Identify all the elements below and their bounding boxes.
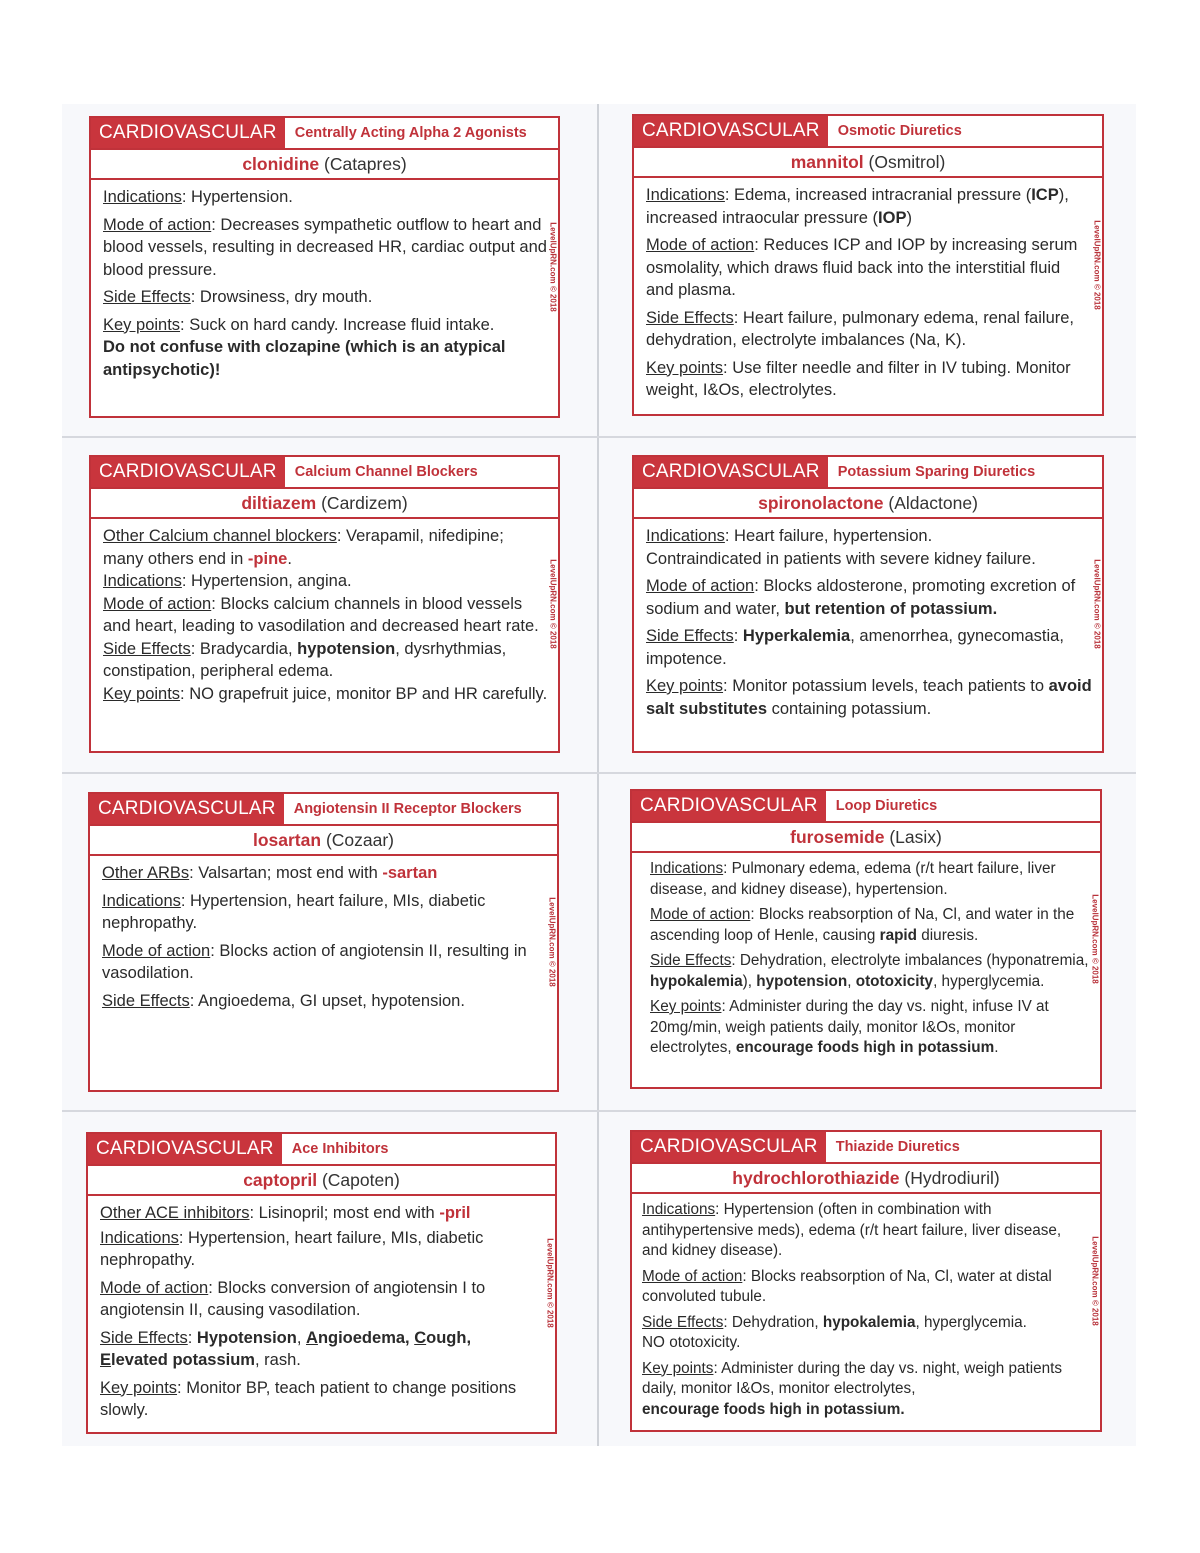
moa-label: Mode of action [646, 577, 755, 595]
moa-label: Mode of action [646, 236, 755, 254]
side-effects-section [103, 638, 548, 683]
side-effects-label: Side Effects [103, 288, 191, 306]
moa-label: Mode of action [100, 1278, 209, 1297]
key-points-label: Key points [100, 1378, 178, 1397]
moa-text: : Decreases sympathetic outflow to heart and blood vessels, resulting in decreased HR, cardiac output and blood pressure. [103, 215, 547, 279]
key-points-section [100, 1377, 545, 1422]
moa-label: Mode of action [102, 941, 211, 960]
card-body [634, 178, 1102, 402]
drug-name-row [634, 148, 1102, 178]
side-effects-text: ), [742, 972, 757, 990]
contraindication-text: Contraindicated in patients with severe kidney failure. [646, 549, 1036, 568]
watermark: LevelUpRN.com © 2018 [548, 559, 558, 649]
side-effects-text: , rash. [254, 1351, 301, 1369]
side-effects-bold: ngioedema [317, 1328, 406, 1347]
drug-name-row [91, 150, 558, 180]
moa-label: Mode of action [103, 215, 212, 234]
key-points-bold: encourage foods high in potassium [735, 1039, 995, 1056]
generic-name: diltiazem [241, 492, 317, 513]
moa-label: Mode of action [103, 594, 212, 613]
side-effects-section [102, 990, 547, 1013]
card-header [90, 794, 557, 826]
mnemonic-letter: C [414, 1328, 427, 1347]
side-effects-text: , [847, 972, 856, 990]
card-body [91, 180, 558, 381]
moa-label: Mode of action [642, 1267, 743, 1285]
side-effects-bold: hypotension [297, 639, 396, 658]
moa-bold: rapid [879, 926, 918, 944]
watermark: LevelUpRN.com © 2018 [1092, 220, 1102, 310]
generic-name: hydrochlorothiazide [732, 1167, 900, 1188]
other-drugs-label: Other Calcium channel blockers [103, 527, 337, 545]
card-body [634, 519, 1102, 720]
card-body [90, 856, 557, 1012]
generic-name: spironolactone [758, 492, 884, 513]
key-points-text: containing potassium. [767, 699, 932, 718]
cut-line-horizontal [62, 1110, 1136, 1112]
key-points-text: : NO grapefruit juice, monitor BP and HR carefully. [180, 684, 548, 703]
indications-section [103, 570, 548, 593]
key-points-text: : Monitor potassium levels, teach patients to [723, 677, 1049, 695]
category-label: CARDIOVASCULAR [632, 791, 826, 821]
category-label: CARDIOVASCULAR [90, 794, 284, 824]
category-label: CARDIOVASCULAR [632, 1132, 826, 1162]
key-points-text: : Suck on hard candy. Increase fluid intake. [180, 315, 495, 334]
key-points-text: : Use filter needle and filter in IV tubing. Monitor weight, I&Os, electrolytes. [646, 358, 1071, 399]
side-effects-section [646, 625, 1092, 670]
cut-line-horizontal [62, 436, 1136, 438]
drug-class-label: Angiotensin II Receptor Blockers [293, 801, 522, 817]
other-drugs-text: : Lisinopril; most end with [249, 1204, 440, 1222]
key-points-section [646, 357, 1092, 402]
indications-label: Indications [642, 1201, 716, 1218]
indications-label: Indications [103, 188, 182, 206]
watermark: LevelUpRN.com © 2018 [548, 222, 558, 312]
drug-card-mannitol [632, 114, 1104, 416]
card-header [91, 118, 558, 150]
side-effects-section [642, 1313, 1090, 1354]
suffix-highlight: -pine [247, 549, 288, 568]
mnemonic-letter: A [306, 1328, 318, 1347]
side-effects-text: , dysrhythmias, constipation, peripheral edema. [103, 639, 507, 680]
indications-section [646, 525, 1092, 570]
moa-section [103, 214, 548, 282]
other-drugs-section [100, 1202, 545, 1225]
side-effects-text: , hyperglycemia. [915, 1313, 1027, 1331]
suffix-highlight: -pril [439, 1204, 471, 1222]
side-effects-section [646, 307, 1092, 352]
indications-text: : Hypertension, heart failure, MIs, diabetic nephropathy. [102, 891, 486, 932]
indications-text: : Hypertension (often in combination with antihypertensive meds), edema (r/t heart failure, liver disease, and kidney disease). [642, 1201, 1062, 1259]
side-effects-bold: hypotension [756, 972, 848, 990]
key-points-label: Key points [646, 358, 724, 377]
key-points-label: Key points [650, 998, 722, 1015]
cut-line-horizontal [62, 772, 1136, 774]
side-effects-section [100, 1327, 545, 1372]
side-effects-bold: levated potassium [111, 1351, 255, 1369]
indications-label: Indications [102, 891, 181, 910]
indications-section [646, 184, 1092, 229]
moa-text: : Blocks calcium channels in blood vessels and heart, leading to vasodilation and decreased heart rate. [103, 594, 539, 635]
watermark: LevelUpRN.com © 2018 [1090, 1236, 1100, 1326]
moa-section [103, 593, 548, 638]
drug-class-label: Centrally Acting Alpha 2 Agonists [294, 125, 527, 141]
category-label: CARDIOVASCULAR [634, 457, 828, 487]
brand-name: (Cardizem) [321, 492, 408, 513]
brand-name: (Cozaar) [325, 829, 395, 850]
key-points-warning: Do not confuse with clozapine (which is an atypical antipsychotic)! [103, 338, 506, 379]
generic-name: clonidine [242, 153, 320, 174]
moa-text: : Blocks reabsorption of Na, Cl, and water in the ascending loop of Henle, causing [650, 906, 1075, 944]
other-drugs-text: : Valsartan; most end with [189, 864, 383, 882]
indications-bold: ICP [1031, 186, 1059, 204]
side-effects-section [650, 951, 1090, 992]
side-effects-label: Side Effects [646, 627, 734, 645]
card-header [632, 791, 1100, 823]
drug-card-hydrochlorothiazide [630, 1130, 1102, 1432]
card-body [632, 1194, 1100, 1420]
indications-text: : Hypertension, heart failure, MIs, diabetic nephropathy. [100, 1228, 484, 1269]
indications-section [102, 890, 547, 935]
key-points-section [646, 675, 1092, 720]
indications-section [650, 859, 1090, 900]
side-effects-bold: Hypotension [196, 1328, 297, 1347]
side-effects-bold: hypokalemia [822, 1313, 916, 1331]
moa-section [642, 1267, 1090, 1308]
watermark: LevelUpRN.com © 2018 [547, 897, 557, 987]
other-drugs-section [102, 862, 547, 885]
mnemonic-letter: E [100, 1351, 112, 1369]
card-body [91, 519, 558, 705]
moa-text: : Reduces ICP and IOP by increasing serum osmolality, which draws fluid back into the interstitial fluid and plasma. [646, 236, 1078, 299]
key-points-text: . [994, 1039, 999, 1056]
moa-text: : Blocks reabsorption of Na, Cl, water at distal convoluted tubule. [642, 1267, 1052, 1305]
key-points-section [650, 997, 1090, 1059]
other-drugs-label: Other ARBs [102, 864, 190, 882]
card-body [632, 853, 1100, 1059]
indications-text: : Heart failure, hypertension. [724, 527, 933, 545]
moa-label: Mode of action [650, 906, 751, 923]
drug-class-label: Thiazide Diuretics [835, 1139, 960, 1155]
watermark: LevelUpRN.com © 2018 [545, 1238, 555, 1328]
indications-section [642, 1200, 1090, 1262]
side-effects-text: : Dehydration, [723, 1313, 823, 1331]
brand-name: (Hydrodiuril) [904, 1167, 1000, 1188]
side-effects-label: Side Effects [646, 308, 734, 327]
key-points-bold: avoid salt substitutes [646, 677, 1092, 718]
indications-label: Indications [100, 1228, 179, 1247]
drug-card-furosemide [630, 789, 1102, 1089]
moa-bold: but retention of potassium. [784, 599, 998, 618]
key-points-bold: encourage foods high in potassium. [642, 1400, 905, 1418]
indications-section [103, 186, 548, 209]
moa-text: : Blocks conversion of angiotensin I to angiotensin II, causing vasodilation. [100, 1278, 486, 1319]
side-effects-bold: hypokalemia [650, 972, 743, 990]
watermark: LevelUpRN.com © 2018 [1090, 894, 1100, 984]
drug-class-label: Calcium Channel Blockers [294, 464, 478, 480]
indications-text: ) [906, 208, 912, 227]
side-effects-note: NO ototoxicity. [642, 1334, 741, 1351]
side-effects-section [103, 286, 548, 309]
moa-text: : Blocks aldosterone, promoting excretion of sodium and water, [646, 577, 1076, 618]
key-points-section [103, 314, 548, 382]
key-points-text: : Administer during the day vs. night, infuse IV at 20mg/min, weigh patients daily, monitor I&Os, monitor electrolytes, [650, 998, 1049, 1056]
category-label: CARDIOVASCULAR [91, 457, 285, 487]
indications-section [100, 1227, 545, 1272]
moa-section [100, 1277, 545, 1322]
indications-label: Indications [103, 572, 182, 590]
drug-name-row [632, 823, 1100, 853]
drug-card-losartan [88, 792, 559, 1092]
drug-class-label: Ace Inhibitors [291, 1141, 389, 1157]
side-effects-label: Side Effects [100, 1328, 188, 1347]
card-body [88, 1196, 555, 1422]
key-points-text: : Administer during the day vs. night, weigh patients daily, monitor I&Os, monitor electrolytes, [642, 1359, 1063, 1397]
indications-label: Indications [646, 527, 725, 545]
brand-name: (Capoten) [321, 1169, 400, 1190]
drug-class-label: Loop Diuretics [835, 798, 938, 814]
generic-name: furosemide [790, 826, 885, 847]
side-effects-label: Side Effects [650, 952, 732, 969]
indications-bold: IOP [878, 208, 907, 227]
indications-label: Indications [646, 186, 725, 204]
drug-class-label: Osmotic Diuretics [837, 123, 962, 139]
generic-name: losartan [252, 829, 322, 850]
side-effects-bold: ough [426, 1328, 467, 1347]
brand-name: (Lasix) [889, 826, 942, 847]
card-header [632, 1132, 1100, 1164]
cut-line-vertical [597, 104, 599, 1446]
brand-name: (Osmitrol) [868, 151, 946, 172]
side-effects-text: : [187, 1328, 197, 1347]
moa-text: : Blocks action of angiotensin II, resulting in vasodilation. [102, 941, 527, 982]
category-label: CARDIOVASCULAR [91, 118, 285, 148]
key-points-label: Key points [646, 677, 724, 695]
drug-name-row [91, 489, 558, 519]
drug-class-label: Potassium Sparing Diuretics [837, 464, 1036, 480]
other-drugs-text: : Verapamil, nifedipine; many others end in [103, 527, 504, 568]
drug-name-row [632, 1164, 1100, 1194]
side-effects-text: , hyperglycemia. [933, 972, 1045, 990]
key-points-label: Key points [642, 1359, 714, 1377]
card-header [634, 457, 1102, 489]
category-label: CARDIOVASCULAR [88, 1134, 282, 1164]
side-effects-text: : Drowsiness, dry mouth. [190, 288, 373, 306]
side-effects-bold: ototoxicity [855, 972, 934, 990]
indications-text: : Pulmonary edema, edema (r/t heart failure, liver disease, and kidney disease), hypertension. [650, 860, 1056, 898]
side-effects-label: Side Effects [642, 1313, 724, 1331]
drug-card-clonidine [89, 116, 560, 418]
brand-name: (Catapres) [324, 153, 407, 174]
side-effects-text: , [296, 1328, 307, 1347]
generic-name: mannitol [790, 151, 864, 172]
side-effects-text: : [733, 627, 743, 645]
indications-text: ), increased intraocular pressure ( [646, 186, 1069, 227]
other-drugs-label: Other ACE inhibitors [100, 1204, 250, 1222]
side-effects-text: : Bradycardia, [190, 639, 298, 658]
card-header [634, 116, 1102, 148]
brand-name: (Aldactone) [888, 492, 978, 513]
side-effects-text: , amenorrhea, gynecomastia, impotence. [646, 627, 1064, 668]
key-points-label: Key points [103, 315, 181, 334]
card-header [91, 457, 558, 489]
card-header [88, 1134, 555, 1166]
indications-text: : Edema, increased intracranial pressure ( [724, 186, 1032, 204]
drug-card-diltiazem [89, 455, 560, 753]
indications-text: : Hypertension, angina. [181, 572, 352, 590]
other-drugs-end: . [287, 549, 292, 568]
drug-card-spironolactone [632, 455, 1104, 753]
moa-section [646, 234, 1092, 302]
side-effects-label: Side Effects [102, 991, 190, 1010]
side-effects-bold: Hyperkalemia [742, 627, 851, 645]
side-effects-text: , [405, 1328, 415, 1347]
drug-name-row [90, 826, 557, 856]
other-drugs-section [103, 525, 548, 570]
drug-card-captopril [86, 1132, 557, 1434]
drug-name-row [88, 1166, 555, 1196]
indications-label: Indications [650, 860, 724, 877]
key-points-text: : Monitor BP, teach patient to change positions slowly. [100, 1378, 517, 1419]
drug-name-row [634, 489, 1102, 519]
generic-name: captopril [243, 1169, 318, 1190]
category-label: CARDIOVASCULAR [634, 116, 828, 146]
suffix-highlight: -sartan [382, 864, 438, 882]
side-effects-text: : Angioedema, GI upset, hypotension. [189, 991, 465, 1010]
key-points-section [642, 1359, 1090, 1421]
moa-section [646, 575, 1092, 620]
side-effects-text: : Dehydration, electrolyte imbalances (hyponatremia, [731, 952, 1089, 969]
moa-section [102, 940, 547, 985]
side-effects-label: Side Effects [103, 639, 191, 658]
side-effects-text: : Heart failure, pulmonary edema, renal failure, dehydration, electrolyte imbalances (Na, K). [646, 308, 1074, 349]
side-effects-text: , [466, 1328, 472, 1347]
key-points-label: Key points [103, 684, 181, 703]
moa-text: diuresis. [917, 926, 979, 944]
watermark: LevelUpRN.com © 2018 [1092, 559, 1102, 649]
moa-section [650, 905, 1090, 946]
indications-text: : Hypertension. [181, 188, 293, 206]
key-points-section [103, 683, 548, 706]
